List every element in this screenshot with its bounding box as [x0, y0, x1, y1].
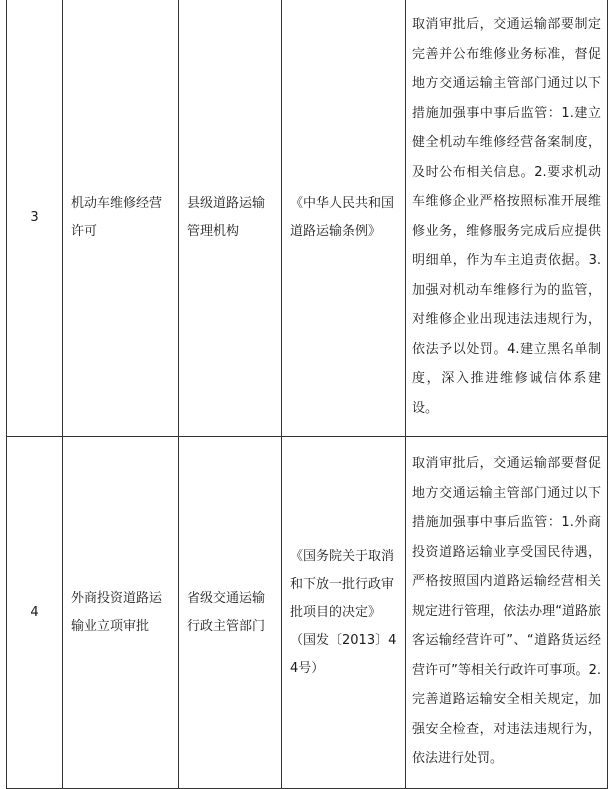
approval-authority: 县级道路运输管理机构: [179, 0, 282, 437]
supervision-measures: 取消审批后，交通运输部要制定完善并公布维修业务标准，督促地方交通运输主管部门通过以下措施加强事中事后监管：1.建立健全机动车维修经营备案制度，及时公布相关信息。2.要求机动车维修企业严格按照标准开展维修业务，维修服务完成后应提供明细单，作为车主追责依据。3.加强对机动车维修行为的监管，对维修企业出现违法违规行为，依法予以处罚。4.建立黑名单制度，深入推进维修诚信体系建设。: [406, 0, 608, 437]
measures-table: [6, 0, 608, 789]
approval-authority: 省级交通运输行政主管部门: [179, 437, 282, 789]
table-row: [7, 437, 608, 789]
legal-basis: 《中华人民共和国道路运输条例》: [282, 0, 406, 437]
supervision-measures: 取消审批后，交通运输部要督促地方交通运输主管部门通过以下措施加强事中事后监管：1.外商投资道路运输业享受国民待遇，严格按照国内道路运输经营相关规定进行管理，依法办理“道路旅客运输经营许可”、“道路货运经营许可”等相关行政许可事项。2.完善道路运输安全相关规定，加强安全检查，对违法违规行为，依法进行处罚。: [406, 437, 608, 789]
approval-item: 外商投资道路运输业立项审批: [63, 437, 179, 789]
approval-item: 机动车维修经营许可: [63, 0, 179, 437]
legal-basis: 《国务院关于取消和下放一批行政审批项目的决定》（国发〔2013〕44号）: [282, 437, 406, 789]
row-number: 4: [7, 437, 63, 789]
row-number: 3: [7, 0, 63, 437]
table-row: [7, 0, 608, 437]
